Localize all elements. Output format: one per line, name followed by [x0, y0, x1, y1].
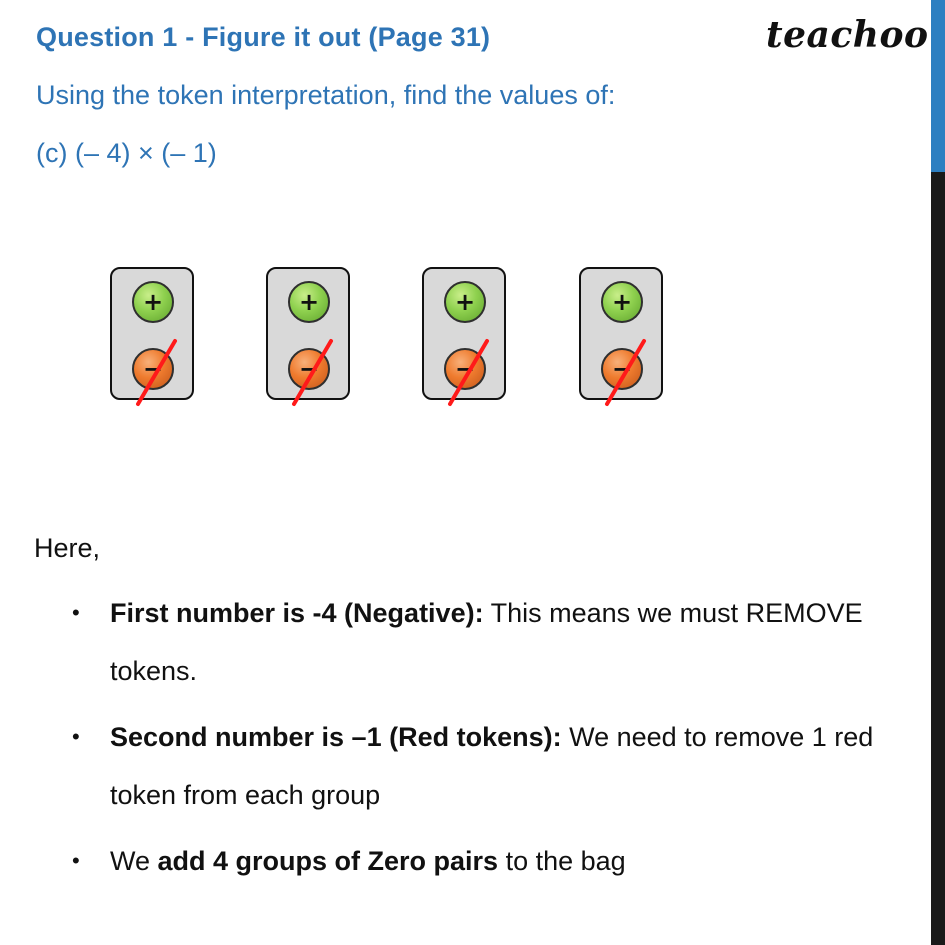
plus-sign: + [454, 288, 476, 316]
minus-sign: − [298, 355, 320, 383]
bullet-text [110, 708, 910, 824]
minus-sign: − [454, 355, 476, 383]
strike-through-mark [268, 269, 352, 409]
plus-sign: + [142, 288, 164, 316]
bullet-dot: • [72, 600, 80, 625]
bullet-dot: • [72, 724, 80, 749]
token-group [266, 267, 350, 400]
bullet-bold-text: Second number is –1 (Red tokens): [110, 722, 562, 752]
plus-sign: + [611, 288, 633, 316]
bullet-body-text: We need to remove 1 red [561, 722, 874, 752]
question-title: Question 1 - Figure it out (Page 31) [36, 22, 491, 52]
token-group [579, 267, 663, 400]
minus-sign: − [611, 355, 633, 383]
question-part: (c) (– 4) × (– 1) [36, 138, 217, 168]
question-instruction: Using the token interpretation, find the values of: [36, 80, 616, 110]
minus-sign: − [142, 355, 164, 383]
bullet-bold-text: add 4 groups of Zero pairs [157, 846, 499, 876]
strike-through-mark [424, 269, 508, 409]
bullet-body-text: We [110, 846, 158, 876]
bullet-body-text: token from each group [110, 780, 381, 810]
strike-through-mark [581, 269, 665, 409]
bullet-body-text: tokens. [110, 656, 198, 686]
bullet-body-text: This means we must REMOVE [483, 598, 863, 628]
token-group [110, 267, 194, 400]
bullet-text [110, 832, 910, 890]
token-group [422, 267, 506, 400]
explanation-intro: Here, [34, 533, 101, 563]
bullet-bold-text: First number is -4 (Negative): [110, 598, 484, 628]
bullet-text [110, 584, 910, 700]
bullet-body-text: to the bag [498, 846, 626, 876]
plus-sign: + [298, 288, 320, 316]
teachoo-logo: teachoo [766, 14, 929, 56]
strike-through-mark [112, 269, 196, 409]
sidebar-accent [931, 0, 945, 172]
bullet-dot: • [72, 848, 80, 873]
